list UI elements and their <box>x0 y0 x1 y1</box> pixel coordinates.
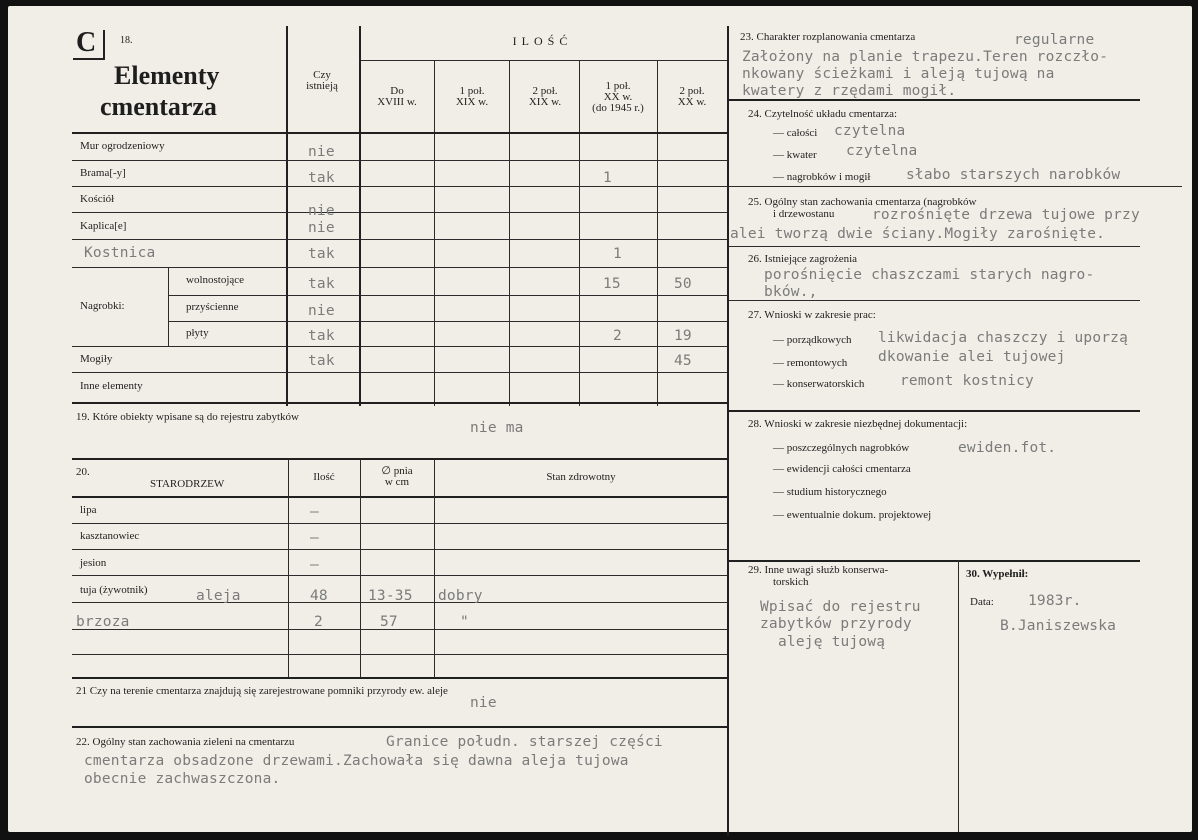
q22-answer-line2: cmentarza obsadzone drzewami.Zachowała się dawna aleja tujowa <box>84 753 629 769</box>
element-label-mortuary: Kostnica <box>84 245 156 261</box>
trees-header-count: Ilość <box>313 471 335 483</box>
q30-name: B.Janiszewska <box>1000 618 1117 634</box>
exists-church: nie <box>308 203 335 219</box>
q25-answer-1: rozrośnięte drzewa tujowe przy <box>872 207 1140 223</box>
q29-label-line1: 29. Inne uwagi służb konserwa- <box>748 564 889 576</box>
tree-name-linden: lipa <box>80 504 97 516</box>
q28-answer-graves: ewiden.fot. <box>958 440 1057 456</box>
q25-label-line2: i drzewostanu <box>773 208 835 220</box>
element-label-freestanding: wolnostojące <box>186 274 245 286</box>
tree-name-thuja: tuja (żywotnik) <box>80 584 148 596</box>
q29-answer-line2: zabytków przyrody <box>760 616 912 632</box>
element-label-chapel: Kaplica[e] <box>80 220 127 232</box>
trees-header-state: Stan zdrowotny <box>546 471 616 483</box>
element-label-gate: Brama[-y] <box>80 167 126 179</box>
element-label-graves: Nagrobki: <box>80 300 125 312</box>
trees-header-name: STARODRZEW <box>150 478 225 490</box>
tree-count-birch: 2 <box>314 614 323 630</box>
quantity-header: ILOŚĆ <box>512 34 573 48</box>
q22-answer-line3: obecnie zachwaszczona. <box>84 771 281 787</box>
q29-answer-line1: Wpisać do rejestru <box>760 599 921 615</box>
q30-date: 1983r. <box>1028 593 1082 609</box>
tree-name-chestnut: kasztanowiec <box>80 530 140 542</box>
q28-item-history: — studium historycznego <box>773 486 887 498</box>
element-label-wall: Mur ogrodzeniowy <box>80 140 165 152</box>
tree-extra-thuja: aleja <box>196 588 241 604</box>
q25-label-line1: 25. Ogólny stan zachowania cmentarza (nagrobków <box>748 196 977 208</box>
q27-answer-order: likwidacja chaszczy i uporzą <box>878 330 1129 346</box>
tree-state-birch: " <box>460 614 469 630</box>
section-letter-box <box>73 27 105 60</box>
trees-header-diameter: ∅ pnia w cm <box>381 465 413 488</box>
q28-label: 28. Wnioski w zakresie niezbędnej dokumentacji: <box>748 418 968 430</box>
qty-graves-earth-xx2: 45 <box>674 353 692 369</box>
q27-answer-renovation: dkowanie alei tujowej <box>878 349 1066 365</box>
q22-label: 22. Ogólny stan zachowania zieleni na cmentarzu <box>76 736 295 748</box>
tree-name-birch: brzoza <box>76 614 130 630</box>
q21-answer: nie <box>470 695 497 711</box>
q28-item-whole: — ewidencji całości cmentarza <box>773 463 911 475</box>
qty-slabs-xx2: 19 <box>674 328 692 344</box>
q25-answer-line2: alei tworzą dwie ściany.Mogiły zarośnięte. <box>730 226 1106 242</box>
q24-label: 24. Czytelność układu cmentarza: <box>748 108 898 120</box>
period-col-2: 1 poł. XIX w. <box>455 85 489 108</box>
exists-slabs: tak <box>308 328 335 344</box>
q23-answer-1: regularne <box>1014 32 1095 48</box>
exists-gate: tak <box>308 170 335 186</box>
tree-count-thuja: 48 <box>310 588 328 604</box>
period-col-5: 2 poł. XX w. <box>677 85 707 108</box>
tree-count-ash: – <box>310 557 319 573</box>
q24-answer-whole: czytelna <box>834 123 906 139</box>
q24-item-quarters: — kwater <box>773 149 817 161</box>
q20-number: 20. <box>76 466 90 478</box>
q29-answer-line3: aleję tujową <box>778 634 886 650</box>
q26-label: 26. Istniejące zagrożenia <box>748 253 858 265</box>
q23-answer-line3: kwatery z rzędami mogił. <box>742 83 957 99</box>
q24-item-graves: — nagrobków i mogił <box>773 171 871 183</box>
section-title-line1: Elementy <box>114 61 220 90</box>
qty-freestanding-xx2: 50 <box>674 276 692 292</box>
tree-diameter-birch: 57 <box>380 614 398 630</box>
section-title <box>100 60 219 122</box>
element-label-slabs: płyty <box>186 327 209 339</box>
exists-freestanding: tak <box>308 276 335 292</box>
qty-freestanding-xx1: 15 <box>603 276 621 292</box>
q27-answer-conservation: remont kostnicy <box>900 373 1034 389</box>
tree-name-ash: jesion <box>80 557 107 569</box>
q23-answer-line2: nkowany ścieżkami i aleją tujową na <box>742 66 1055 82</box>
exists-wall: nie <box>308 144 335 160</box>
section-number: 18. <box>120 35 133 46</box>
q21-label: 21 Czy na terenie cmentarza znajdują się zarejestrowane pomniki przyrody ew. aleje <box>76 685 448 697</box>
q27-item-conservation: — konserwatorskich <box>773 378 865 390</box>
q24-answer-graves: słabo starszych narobków <box>906 167 1121 183</box>
q28-item-design: — ewentualnie dokum. projektowej <box>773 509 932 521</box>
q26-answer-line1: porośnięcie chaszczami starych nagro- <box>764 267 1095 283</box>
qty-mortuary-xx1: 1 <box>613 246 622 262</box>
q24-item-whole: — całości <box>773 127 818 139</box>
q27-label: 27. Wnioski w zakresie prac: <box>748 309 876 321</box>
q19-label: 19. Które obiekty wpisane są do rejestru zabytków <box>76 411 299 423</box>
period-col-4: 1 poł. XX w. (do 1945 r.) <box>592 80 644 114</box>
q27-item-order: — porządkowych <box>773 334 852 346</box>
q30-label: 30. Wypełnił: <box>966 568 1029 580</box>
period-col-1: Do XVIII w. <box>377 85 417 108</box>
q29-label-line2: torskich <box>773 576 809 588</box>
qty-slabs-xx1: 2 <box>613 328 622 344</box>
exists-chapel: nie <box>308 220 335 236</box>
q26-answer-line2: bków., <box>764 284 818 300</box>
section-title-line2: cmentarza <box>100 92 217 121</box>
section-letter: C <box>76 27 97 58</box>
exists-column-header: Czy istnieją <box>306 69 338 92</box>
period-col-3: 2 poł. XIX w. <box>528 85 562 108</box>
q24-answer-quarters: czytelna <box>846 143 918 159</box>
tree-diameter-thuja: 13-35 <box>368 588 413 604</box>
q19-answer: nie ma <box>470 420 524 436</box>
element-label-church: Kościół <box>80 193 115 205</box>
exists-wall-mounted: nie <box>308 303 335 319</box>
q22-answer-line1: Granice połudn. starszej części <box>386 734 663 750</box>
qty-gate-xx1: 1 <box>603 170 612 186</box>
tree-count-chestnut: – <box>310 530 319 546</box>
exists-mortuary: tak <box>308 246 335 262</box>
element-label-graves-earth: Mogiły <box>80 353 113 365</box>
q30-date-label: Data: <box>970 596 994 608</box>
inventory-card <box>8 6 1192 832</box>
q23-answer-line1: Założony na planie trapezu.Teren rozczło- <box>742 49 1109 65</box>
q28-item-graves: — poszczególnych nagrobków <box>773 442 910 454</box>
element-label-wall-mounted: przyścienne <box>186 301 239 313</box>
q27-item-renovation: — remontowych <box>773 357 848 369</box>
tree-count-linden: – <box>310 504 319 520</box>
tree-state-thuja: dobry <box>438 588 483 604</box>
q23-label: 23. Charakter rozplanowania cmentarza <box>740 31 916 43</box>
element-label-other: Inne elementy <box>80 380 143 392</box>
exists-graves-earth: tak <box>308 353 335 369</box>
